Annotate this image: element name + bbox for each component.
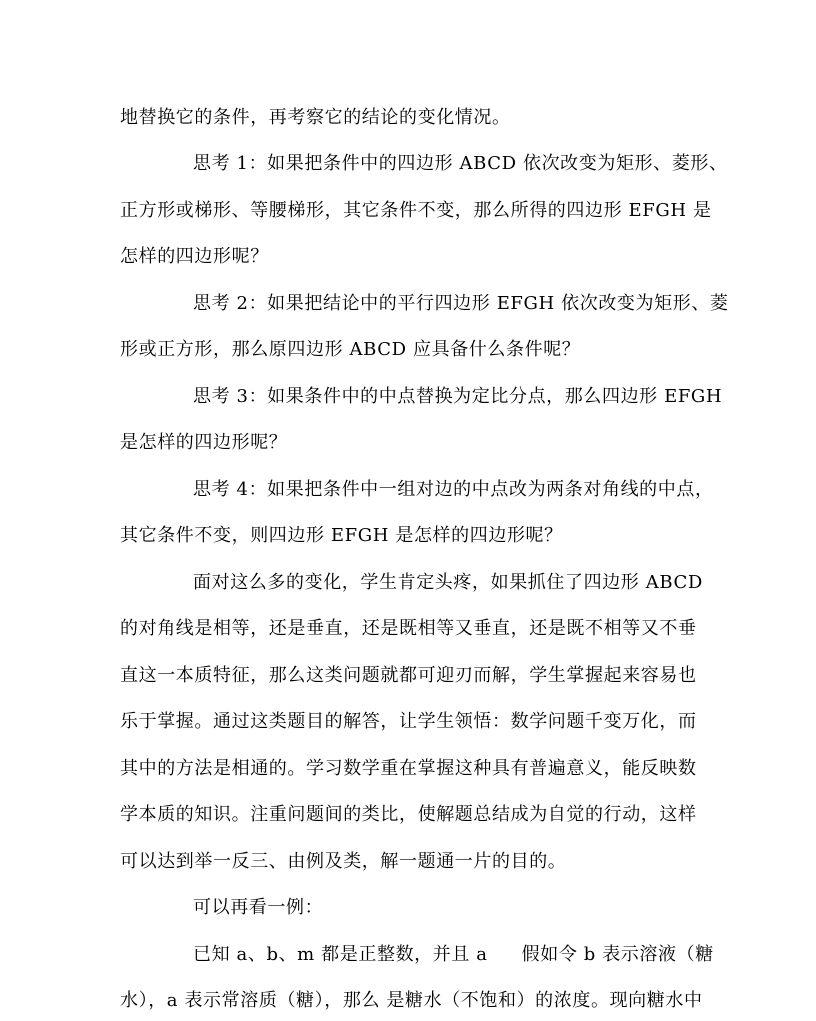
text-line-10: 其它条件不变，则四边形 EFGH 是怎样的四边形呢？ <box>120 525 563 546</box>
text-line-12: 的对角线是相等，还是垂直，还是既相等又垂直，还是既不相等又不垂 <box>120 618 697 639</box>
text-line-15: 其中的方法是相通的。学习数学重在掌握这种具有普遍意义，能反映数 <box>120 758 697 779</box>
text-line-13: 直这一本质特征，那么这类问题就都可迎刃而解，学生掌握起来容易也 <box>120 665 697 686</box>
text-line-5: 思考 2：如果把结论中的平行四边形 EFGH 依次改变为矩形、菱 <box>193 293 729 314</box>
text-line-17: 可以达到举一反三、由例及类，解一题通一片的目的。 <box>120 851 567 872</box>
text-line-20: 水），a 表示常溶质（糖），那么 是糖水（不饱和）的浓度。现向糖水中 <box>120 990 703 1011</box>
text-line-11: 面对这么多的变化，学生肯定头疼，如果抓住了四边形 ABCD <box>193 572 703 593</box>
text-line-18: 可以再看一例： <box>193 897 324 918</box>
text-line-1: 地替换它的条件，再考察它的结论的变化情况。 <box>120 107 511 128</box>
text-line-14: 乐于掌握。通过这类题目的解答，让学生领悟：数学问题千变万化，而 <box>120 711 697 732</box>
text-line-6: 形或正方形，那么原四边形 ABCD 应具备什么条件呢？ <box>120 339 581 360</box>
text-line-16: 学本质的知识。注重问题间的类比，使解题总结成为自觉的行动，这样 <box>120 804 697 825</box>
text-line-9: 思考 4：如果把条件中一组对边的中点改为两条对角线的中点， <box>193 479 714 500</box>
text-line-19-part-1: 已知 a、b、m 都是正整数，并且 a <box>193 944 488 965</box>
text-line-2: 思考 1：如果把条件中的四边形 ABCD 依次改变为矩形、菱形、 <box>193 153 728 174</box>
text-line-3: 正方形或梯形、等腰梯形，其它条件不变，那么所得的四边形 EFGH 是 <box>120 200 712 221</box>
text-line-4: 怎样的四边形呢？ <box>120 246 269 267</box>
text-line-7: 思考 3：如果条件中的中点替换为定比分点，那么四边形 EFGH <box>193 386 723 407</box>
text-line-19-part-2: 假如令 b 表示溶液（糖 <box>521 944 714 965</box>
text-line-8: 是怎样的四边形呢？ <box>120 432 288 453</box>
text-line-19 <box>193 940 714 970</box>
